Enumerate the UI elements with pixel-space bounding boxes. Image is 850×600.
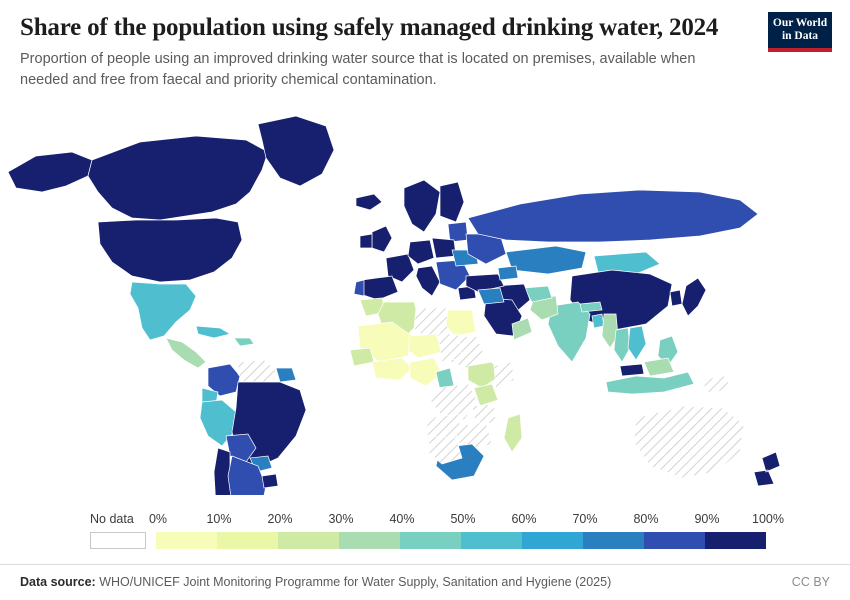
- country-chad[interactable]: [438, 334, 462, 362]
- country-canada[interactable]: [88, 136, 268, 220]
- country-iceland[interactable]: [356, 194, 382, 210]
- legend-tick-70: 70%: [572, 512, 598, 526]
- world-choropleth-map[interactable]: [0, 100, 850, 495]
- country-australia[interactable]: [634, 406, 744, 478]
- legend-tick-20: 20%: [267, 512, 293, 526]
- country-greenland[interactable]: [258, 116, 334, 186]
- country-namibia-botswana[interactable]: [428, 436, 462, 464]
- country-thailand[interactable]: [614, 328, 630, 362]
- legend-swatch-80-90[interactable]: [644, 532, 705, 549]
- country-guyanas[interactable]: [276, 368, 296, 382]
- legend-tick-0: 0%: [148, 512, 168, 526]
- legend-swatch-10-20[interactable]: [217, 532, 278, 549]
- country-papua-new-guinea[interactable]: [700, 376, 732, 394]
- country-west-africa-coast[interactable]: [372, 358, 412, 380]
- legend-swatch-90-100[interactable]: [705, 532, 766, 549]
- legend-tick-60: 60%: [511, 512, 537, 526]
- legend-swatch-30-40[interactable]: [339, 532, 400, 549]
- country-italy[interactable]: [416, 266, 440, 296]
- country-iraq-syria[interactable]: [478, 288, 504, 304]
- country-japan[interactable]: [682, 278, 706, 316]
- data-source-label: Data source:: [20, 575, 96, 589]
- country-madagascar[interactable]: [504, 414, 522, 452]
- country-vietnam[interactable]: [628, 326, 646, 360]
- country-cuba[interactable]: [196, 326, 230, 338]
- country-borneo[interactable]: [644, 358, 674, 376]
- country-korea[interactable]: [670, 290, 682, 306]
- legend-swatch-70-80[interactable]: [583, 532, 644, 549]
- map-countries: [8, 116, 780, 495]
- country-kazakhstan[interactable]: [506, 246, 586, 274]
- map-legend[interactable]: [90, 512, 784, 558]
- chart-footer: [0, 564, 850, 600]
- country-uruguay[interactable]: [262, 474, 278, 488]
- country-poland[interactable]: [432, 238, 456, 258]
- country-baltics[interactable]: [448, 222, 468, 242]
- country-egypt[interactable]: [446, 310, 476, 336]
- legend-tick-30: 30%: [328, 512, 354, 526]
- map-svg: [0, 100, 850, 495]
- legend-tick-40: 40%: [389, 512, 415, 526]
- country-spain[interactable]: [360, 276, 398, 300]
- country-portugal[interactable]: [354, 280, 364, 296]
- page-subtitle: Proportion of people using an improved drinking water source that is located on premises, available when needed and free from faecal and priority chemical contamination.: [20, 50, 696, 88]
- country-caucasus[interactable]: [498, 266, 518, 280]
- country-senegal-guinea[interactable]: [350, 348, 374, 366]
- country-ireland[interactable]: [360, 234, 372, 248]
- country-central-america[interactable]: [166, 338, 206, 368]
- legend-swatch-60-70[interactable]: [522, 532, 583, 549]
- page-title: Share of the population using safely managed drinking water, 2024: [20, 14, 719, 41]
- license-label[interactable]: CC BY: [791, 575, 830, 589]
- country-somalia[interactable]: [494, 362, 514, 390]
- legend-swatch-20-30[interactable]: [278, 532, 339, 549]
- legend-color-bar[interactable]: [90, 532, 766, 549]
- owid-logo-line2: in Data: [781, 29, 819, 42]
- legend-tick-90: 90%: [694, 512, 720, 526]
- country-hispaniola[interactable]: [234, 338, 254, 346]
- legend-swatch-40-50[interactable]: [400, 532, 461, 549]
- country-bangladesh[interactable]: [592, 314, 604, 328]
- country-finland[interactable]: [440, 182, 464, 222]
- country-russia[interactable]: [468, 190, 758, 242]
- legend-swatch-0-10[interactable]: [156, 532, 217, 549]
- country-new-zealand[interactable]: [754, 452, 780, 486]
- country-venezuela[interactable]: [238, 360, 276, 382]
- legend-tick-100: 100%: [752, 512, 784, 526]
- country-niger[interactable]: [408, 334, 442, 358]
- country-norway-sweden[interactable]: [404, 180, 440, 232]
- legend-tick-50: 50%: [450, 512, 476, 526]
- legend-tick-80: 80%: [633, 512, 659, 526]
- country-nepal-bhutan[interactable]: [580, 302, 602, 312]
- owid-logo-line1: Our World: [772, 17, 828, 29]
- country-united-states[interactable]: [98, 218, 242, 282]
- legend-no-data-label: No data: [90, 512, 134, 526]
- legend-tick-10: 10%: [206, 512, 232, 526]
- country-germany[interactable]: [408, 240, 434, 264]
- data-source: [20, 575, 611, 589]
- country-mexico[interactable]: [130, 282, 196, 340]
- legend-swatch-50-60[interactable]: [461, 532, 522, 549]
- country-united-kingdom[interactable]: [372, 226, 392, 252]
- country-alaska[interactable]: [8, 152, 92, 192]
- owid-logo[interactable]: [768, 12, 832, 52]
- country-mongolia[interactable]: [594, 252, 660, 274]
- legend-swatch-no-data[interactable]: [90, 532, 146, 549]
- data-source-text[interactable]: WHO/UNICEF Joint Monitoring Programme for Water Supply, Sanitation and Hygiene (2025): [99, 575, 612, 589]
- chart-header: [0, 0, 850, 91]
- country-malaysia[interactable]: [620, 364, 644, 376]
- legend-tick-labels: [90, 512, 784, 528]
